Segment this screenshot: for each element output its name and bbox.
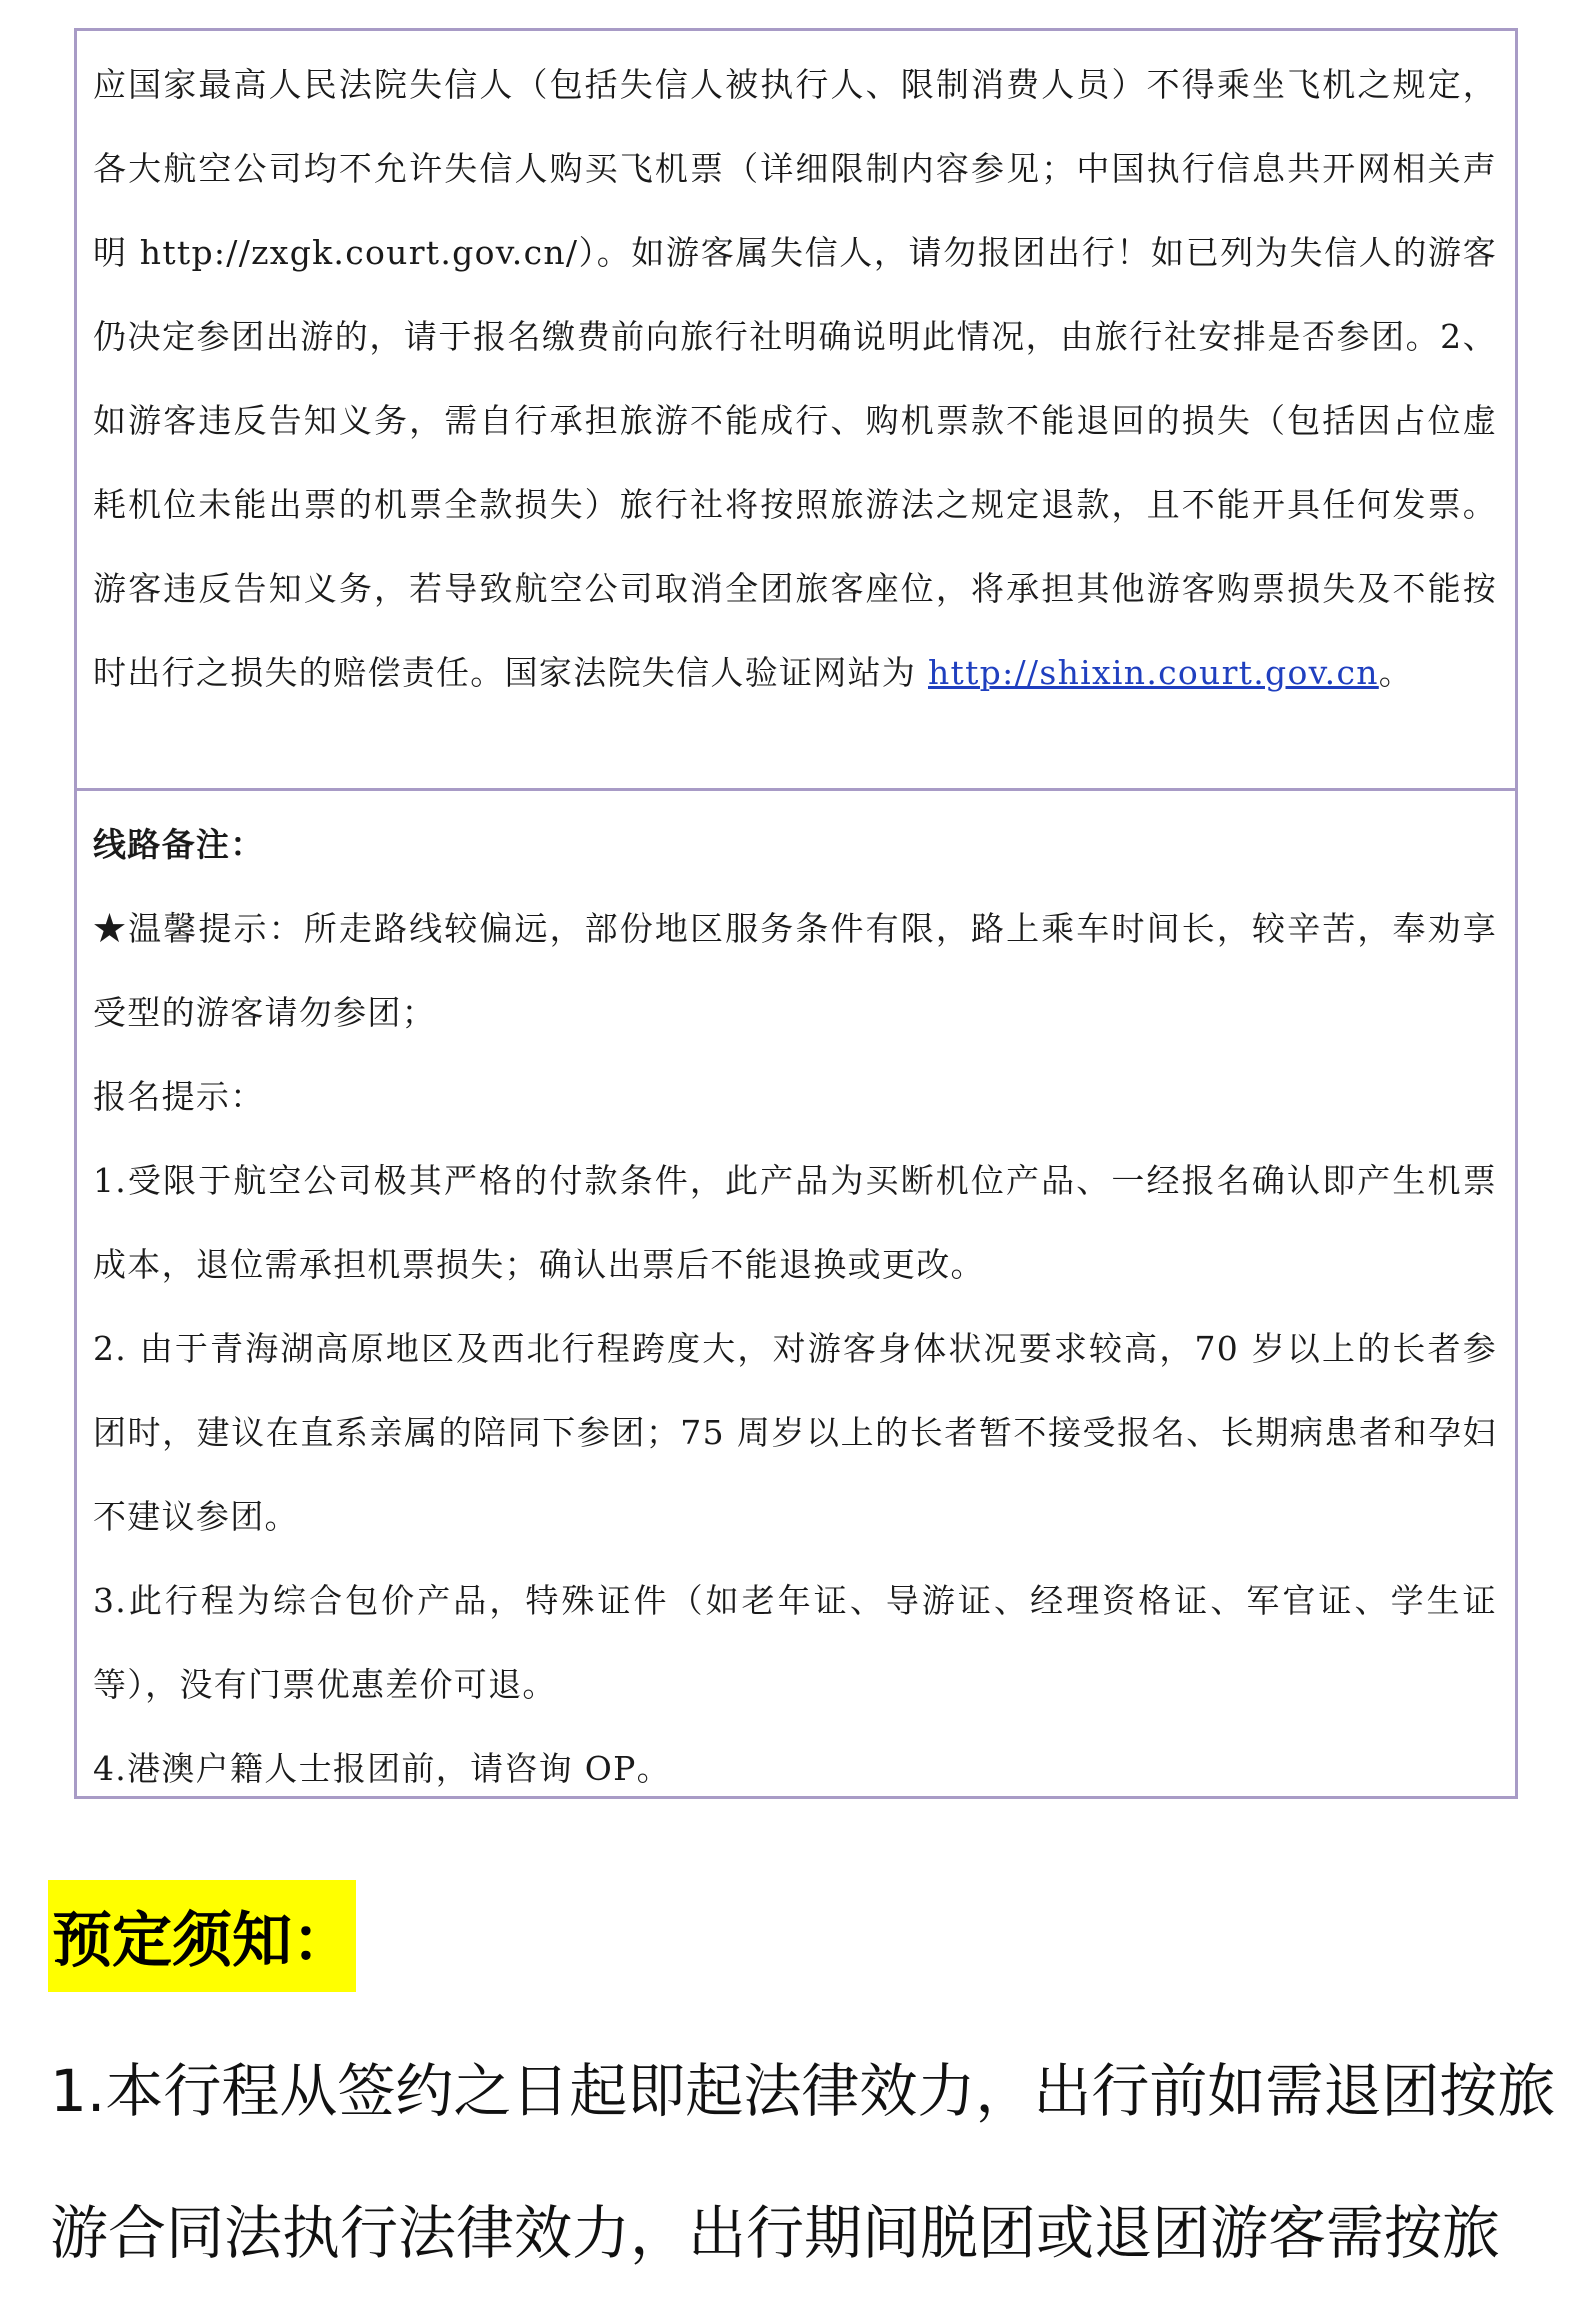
terms-text-end: 。 <box>1378 653 1414 692</box>
signup-title: 报名提示： <box>93 1077 265 1116</box>
booking-heading: 预定须知： <box>48 1880 356 1992</box>
terms-paragraph <box>93 43 1497 715</box>
terms-text: 应国家最高人民法院失信人（包括失信人被执行人、限制消费人员）不得乘坐飞机之规定，各大航空公司均不允许失信人购买飞机票（详细限制内容参见；中国执行信息共开网相关声明 http://zxgk.court.gov.cn/）。如游客属失信人，请勿报团出行！如已列为失信人的游客仍决定参团出游的，请于报名缴费前向旅行社明确说明此情况，由旅行社安排是否参团。2、如游客违反告知义务，需自行承担旅游不能成行、购机票款不能退回的损失（包括因占位虚耗机位未能出票的机票全款损失）旅行社将按照旅游法之规定退款，且不能开具任何发票。游客违反告知义务，若导致航空公司取消全团旅客座位，将承担其他游客购票损失及不能按时出行之损失的赔偿责任。国家法院失信人验证网站为 <box>93 65 1497 692</box>
route-notes-cell <box>77 788 1515 1796</box>
route-notes-title: 线路备注： <box>93 825 265 864</box>
route-notes-tip: ★温馨提示：所走路线较偏远，部份地区服务条件有限，路上乘车时间长，较辛苦，奉劝享受型的游客请勿参团； <box>93 909 1497 1032</box>
signup-item-1: 1.受限于航空公司极其严格的付款条件，此产品为买断机位产品、一经报名确认即产生机票成本，退位需承担机票损失；确认出票后不能退换或更改。 <box>93 1161 1497 1284</box>
signup-item-4: 4.港澳户籍人士报团前，请咨询 OP。 <box>93 1749 671 1788</box>
shixin-link[interactable]: http://shixin.court.gov.cn <box>928 653 1379 692</box>
terms-cell <box>77 31 1515 788</box>
signup-item-2: 2. 由于青海湖高原地区及西北行程跨度大，对游客身体状况要求较高，70 岁以上的长者参团时，建议在直系亲属的陪同下参团；75 周岁以上的长者暂不接受报名、长期病患者和孕妇不建议参团。 <box>93 1329 1497 1536</box>
booking-body: 1.本行程从签约之日起即起法律效力，出行前如需退团按旅游合同法执行法律效力，出行期间脱团或退团游客需按旅 <box>50 2057 1556 2267</box>
notice-table <box>74 28 1518 1799</box>
signup-item-3: 3.此行程为综合包价产品，特殊证件（如老年证、导游证、经理资格证、军官证、学生证等），没有门票优惠差价可退。 <box>93 1581 1497 1704</box>
